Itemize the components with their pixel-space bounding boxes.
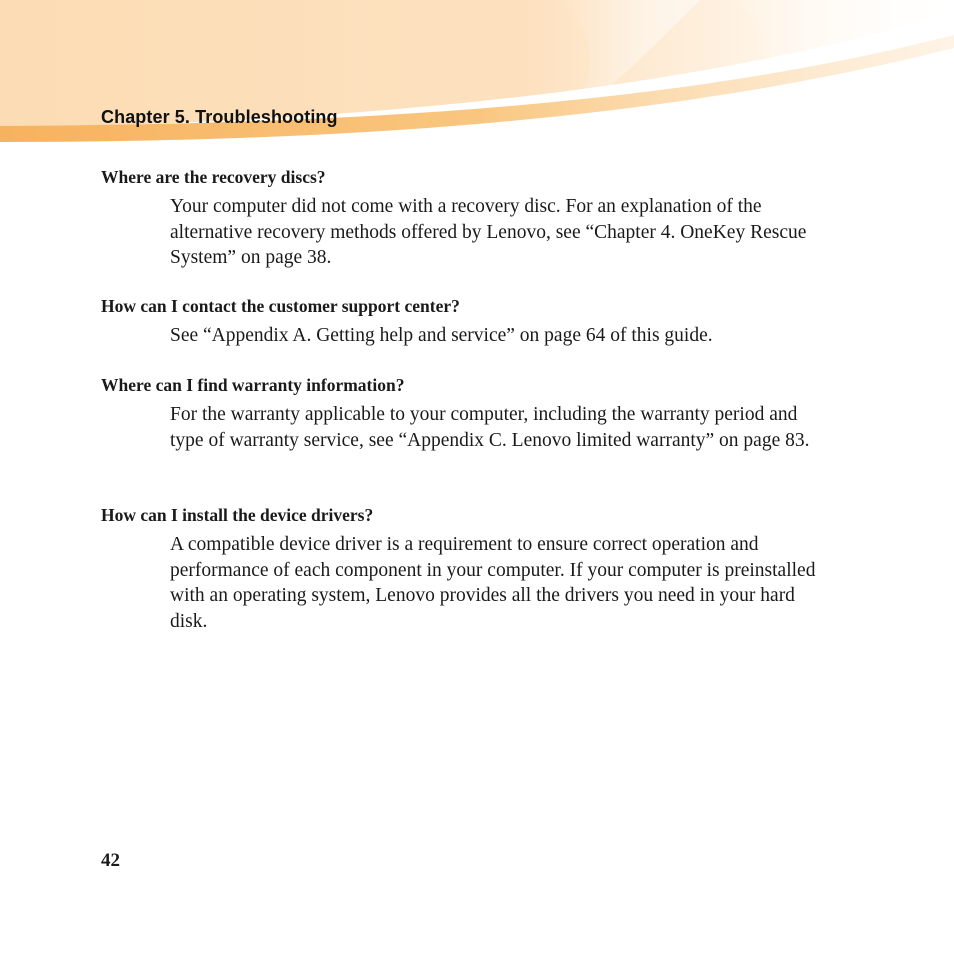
faq-question: Where can I find warranty information? [101, 375, 405, 395]
faq-question: Where are the recovery discs? [101, 167, 326, 187]
faq-question: How can I install the device drivers? [101, 505, 374, 525]
faq-item-device-drivers [101, 504, 831, 634]
faq-answer: See “Appendix A. Getting help and service” on page 64 of this guide. [170, 325, 713, 346]
faq-item-recovery-discs [101, 166, 831, 271]
faq-answer: For the warranty applicable to your computer, including the warranty period and type of warranty service, see “Appendix C. Lenovo limited warranty” on page 83. [170, 404, 810, 451]
faq-question: How can I contact the customer support center? [101, 296, 460, 316]
page-number: 42 [101, 850, 120, 871]
faq-answer: A compatible device driver is a requirement to ensure correct operation and performance of each component in your computer. If your computer is preinstalled with an operating system, Lenovo provides all the drivers you need in your hard disk. [170, 534, 816, 632]
chapter-title: Chapter 5. Troubleshooting [101, 107, 338, 127]
faq-item-warranty-information [101, 374, 831, 453]
faq-item-customer-support [101, 295, 831, 349]
faq-answer: Your computer did not come with a recovery disc. For an explanation of the alternative recovery methods offered by Lenovo, see “Chapter 4. OneKey Rescue System” on page 38. [170, 196, 807, 268]
